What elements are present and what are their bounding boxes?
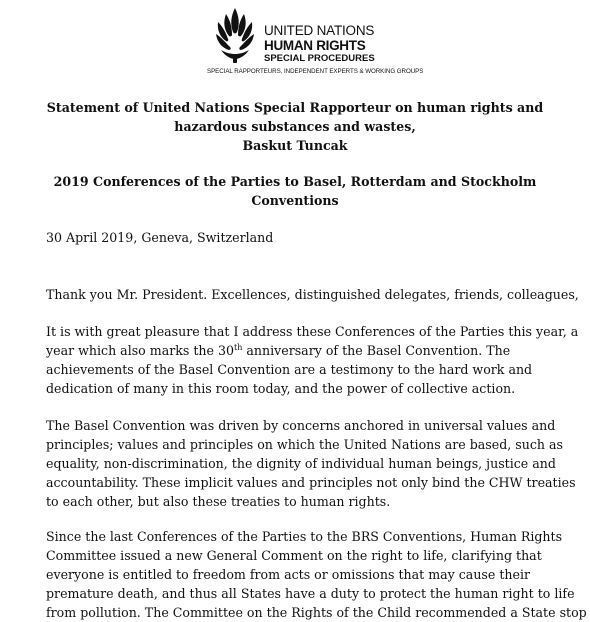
un-human-rights-emblem-icon <box>212 6 258 66</box>
org-name-line3: SPECIAL PROCEDURES <box>264 53 375 64</box>
ordinal-superscript: th <box>234 342 243 352</box>
greeting: Thank you Mr. President. Excellences, distinguished delegates, friends, colleagues, <box>46 287 579 302</box>
un-human-rights-logo <box>207 6 424 78</box>
paragraph-line: The Basel Convention was driven by concerns anchored in universal values and <box>46 418 556 433</box>
paragraph-line <box>46 341 576 360</box>
org-name-line2: HUMAN RIGHTS <box>264 38 366 53</box>
paragraph-line: It is with great pleasure that I address these Conferences of the Parties this year, a <box>46 324 579 339</box>
subtitle-line: Conventions <box>251 193 339 208</box>
statement-title <box>40 98 550 155</box>
paragraph-line: accountability. These implicit values and principles not only bind the CHW treaties <box>46 475 576 490</box>
paragraph-line: dedication of many in this room today, and the power of collective action. <box>46 381 516 396</box>
paragraph-3 <box>46 527 587 622</box>
org-name-line1: UNITED NATIONS <box>264 23 375 38</box>
paragraph-line: premature death, and thus all States have a duty to protect the human right to life <box>46 586 575 601</box>
title-line: Statement of United Nations Special Rapporteur on human rights and <box>46 100 544 115</box>
paragraph-line: Committee issued a new General Comment on the right to life, clarifying that <box>46 548 542 563</box>
paragraph-line: equality, non-discrimination, the dignity of individual human beings, justice and <box>46 456 556 471</box>
paragraph-line: achievements of the Basel Convention are a testimony to the hard work and <box>46 362 533 377</box>
subtitle-line: 2019 Conferences of the Parties to Basel, Rotterdam and Stockholm <box>53 174 537 189</box>
paragraph-line: from pollution. The Committee on the Rights of the Child recommended a State stop <box>46 605 587 620</box>
paragraph-line: everyone is entitled to freedom from acts or omissions that may cause their <box>46 567 531 582</box>
title-line: Baskut Tuncak <box>242 138 348 153</box>
paragraph-1 <box>46 322 579 398</box>
title-line: hazardous substances and wastes, <box>174 119 416 134</box>
text-span: anniversary of the Basel Convention. The <box>242 343 511 358</box>
conference-subtitle <box>40 172 550 210</box>
text-span: year which also marks the 30 <box>46 343 234 358</box>
paragraph-2 <box>46 416 576 511</box>
org-subtitle: SPECIAL RAPPORTEURS, INDEPENDENT EXPERTS & WORKING GROUPS <box>207 68 424 75</box>
paragraph-line: Since the last Conferences of the Parties to the BRS Conventions, Human Rights <box>46 529 563 544</box>
dateline: 30 April 2019, Geneva, Switzerland <box>46 230 274 245</box>
paragraph-line: to each other, but also these treaties to human rights. <box>46 494 391 509</box>
paragraph-line: principles; values and principles on which the United Nations are based, such as <box>46 437 563 452</box>
